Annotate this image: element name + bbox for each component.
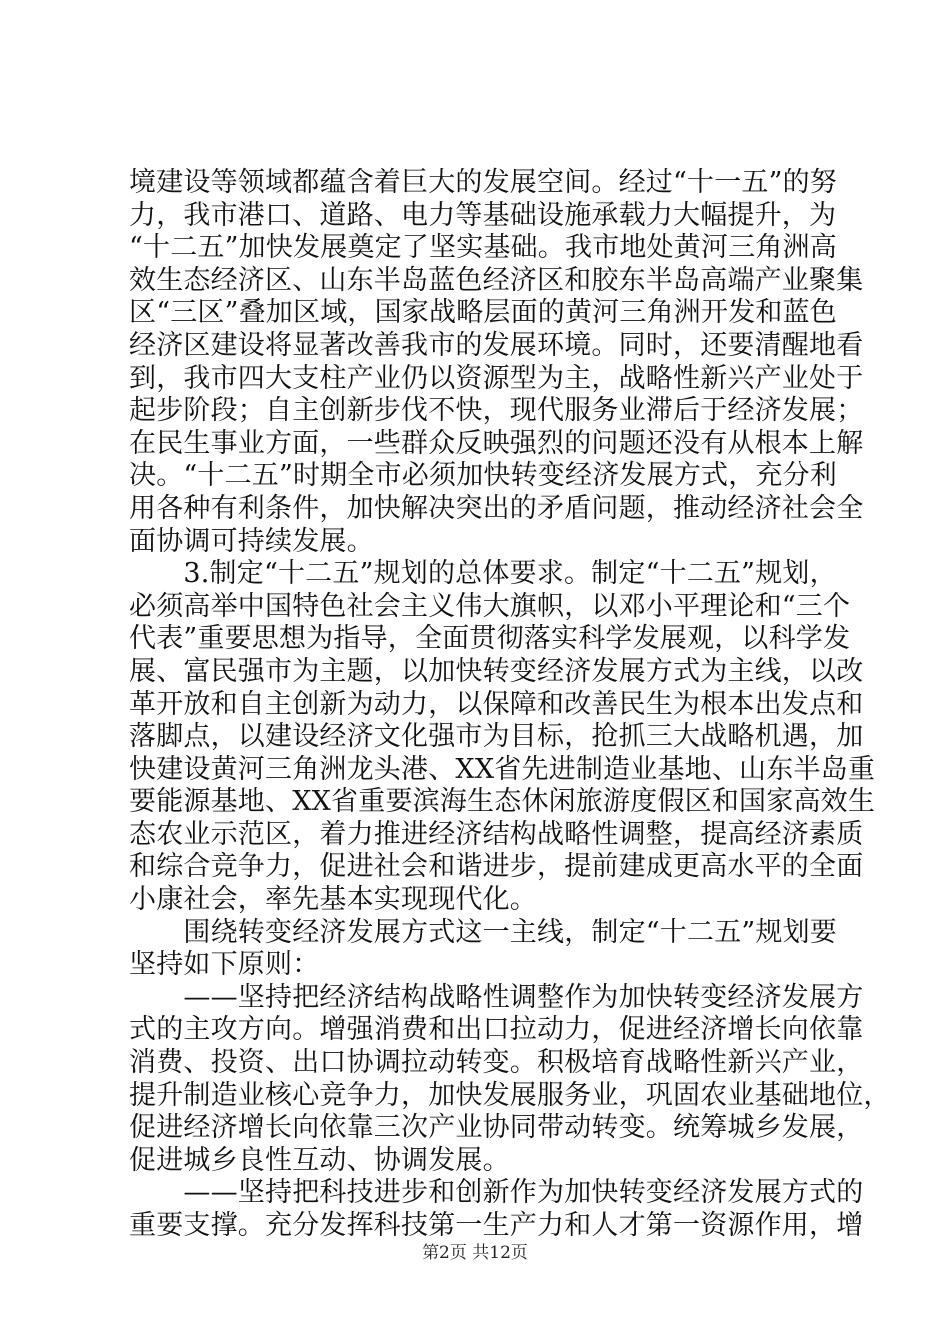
body-text (129, 167, 891, 1243)
text-line: 坚持如下原则： (129, 949, 320, 981)
text-line: 要能源基地、XX省重要滨海生态休闲旅游度假区和国家高效生 (129, 786, 876, 818)
text-line: 必须高举中国特色社会主义伟大旗帜，以邓小平理论和“三个 (129, 590, 851, 622)
text-line: 境建设等领域都蕴含着巨大的发展空间。经过“十一五”的努 (129, 167, 838, 198)
text-line: 起步阶段；自主创新步伐不快，现代服务业滞后于经济发展； (129, 395, 864, 427)
text-line: 快建设黄河三角洲龙头港、XX省先进制造业基地、山东半岛重 (129, 753, 876, 785)
text-line: 促进经济增长向依靠三次产业协同带动转变。统筹城乡发展， (129, 1112, 864, 1144)
text-line: 决。“十二五”时期全市必须加快转变经济发展方式，充分利 (129, 460, 838, 492)
page-number-footer: 第2页 共12页 (422, 1243, 528, 1263)
text-line: ——坚持把经济结构战略性调整作为加快转变经济发展方 (129, 981, 864, 1013)
text-line: 到，我市四大支柱产业仍以资源型为主，战略性新兴产业处于 (129, 362, 864, 394)
text-line: “十二五”加快发展奠定了坚实基础。我市地处黄河三角洲高 (129, 232, 838, 264)
text-line: 落脚点，以建设经济文化强市为目标，抢抓三大战略机遇，加 (129, 721, 864, 753)
text-line: 3.制定“十二五”规划的总体要求。制定“十二五”规划， (129, 558, 837, 590)
text-line: 小康社会，率先基本实现现代化。 (129, 884, 537, 916)
text-line: 展、富民强市为主题，以加快转变经济发展方式为主线，以改 (129, 655, 864, 687)
text-line: 促进城乡良性互动、协调发展。 (129, 1144, 510, 1176)
text-line: ——坚持把科技进步和创新作为加快转变经济发展方式的 (129, 1177, 864, 1209)
text-line: 提升制造业核心竞争力，加快发展服务业，巩固农业基础地位， (129, 1079, 891, 1111)
text-line: 用各种有利条件，加快解决突出的矛盾问题，推动经济社会全 (129, 492, 864, 524)
text-line: 式的主攻方向。增强消费和出口拉动力，促进经济增长向依靠 (129, 1014, 864, 1046)
text-line: 区“三区”叠加区域，国家战略层面的黄河三角洲开发和蓝色 (129, 297, 838, 329)
text-line: 革开放和自主创新为动力，以保障和改善民生为根本出发点和 (129, 688, 864, 720)
text-line: 消费、投资、出口协调拉动转变。积极培育战略性新兴产业， (129, 1047, 864, 1079)
text-line: 在民生事业方面，一些群众反映强烈的问题还没有从根本上解 (129, 427, 864, 459)
text-line: 重要支撑。充分发挥科技第一生产力和人才第一资源作用，增 (129, 1210, 864, 1241)
text-line: 和综合竞争力，促进社会和谐进步，提前建成更高水平的全面 (129, 851, 864, 883)
text-line: 代表”重要思想为指导，全面贯彻落实科学发展观，以科学发 (129, 623, 851, 655)
text-line: 面协调可持续发展。 (129, 525, 374, 557)
text-line: 效生态经济区、山东半岛蓝色经济区和胶东半岛高端产业聚集 (129, 264, 864, 296)
text-line: 围绕转变经济发展方式这一主线，制定“十二五”规划要 (129, 916, 838, 948)
text-line: 经济区建设将显著改善我市的发展环境。同时，还要清醒地看 (129, 329, 864, 361)
text-line: 态农业示范区，着力推进经济结构战略性调整，提高经济素质 (129, 818, 864, 850)
text-line: 力，我市港口、道路、电力等基础设施承载力大幅提升，为 (129, 199, 837, 231)
